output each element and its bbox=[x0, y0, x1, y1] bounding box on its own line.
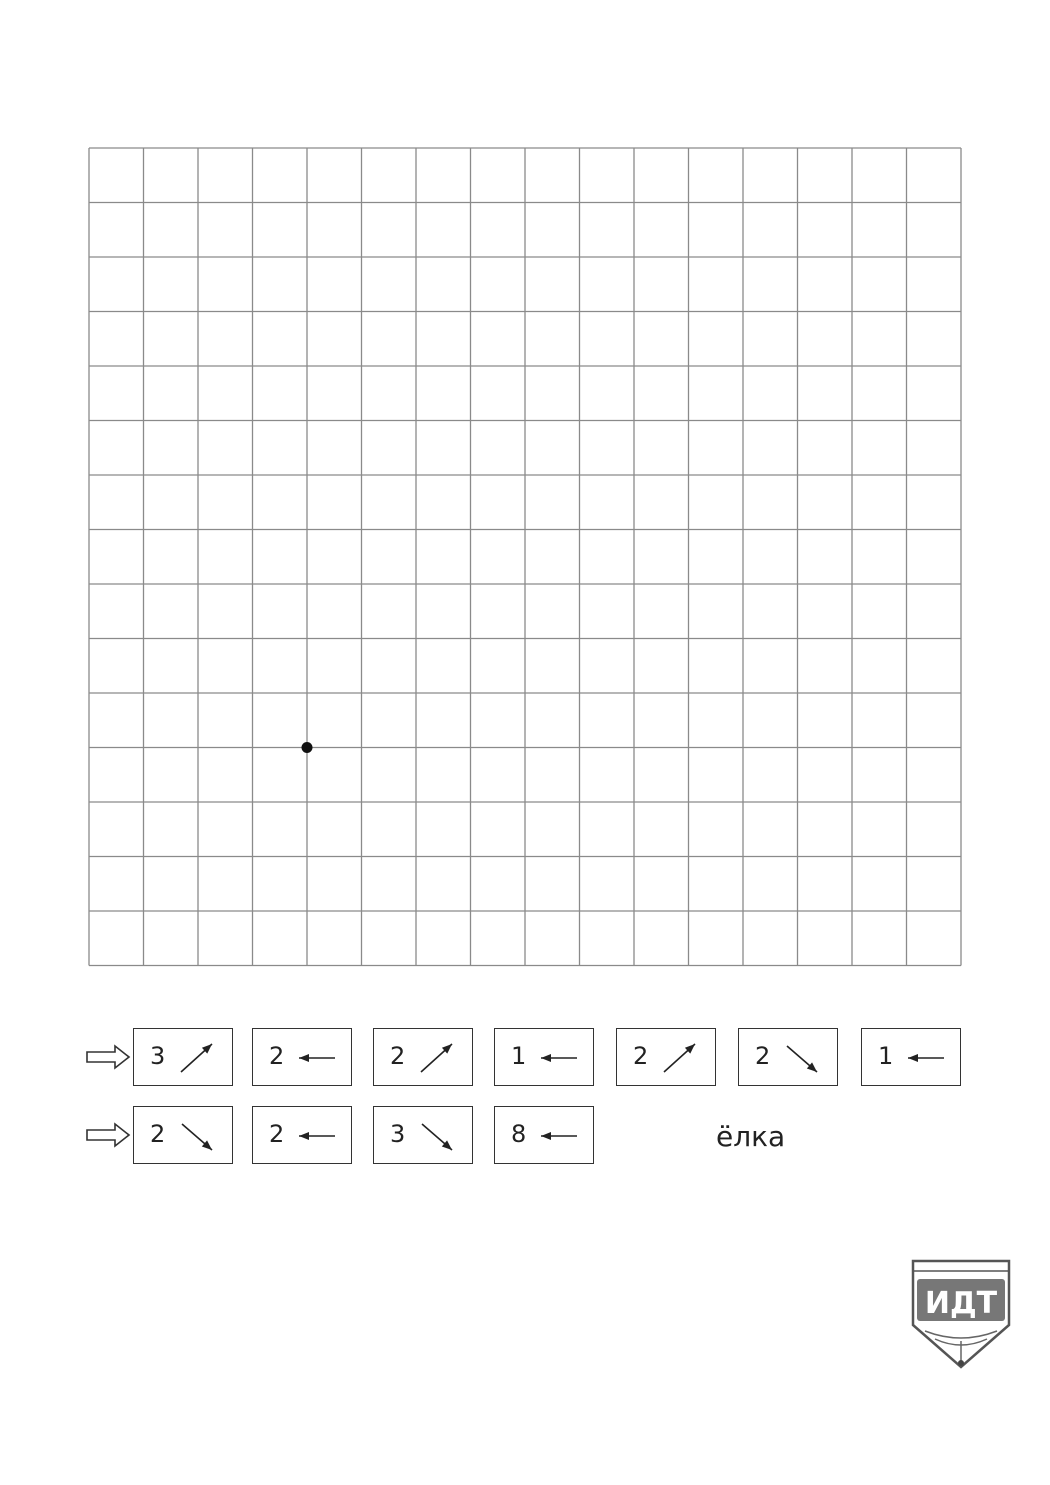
arrow-down-right-icon bbox=[416, 1116, 462, 1156]
command-card bbox=[373, 1028, 473, 1086]
command-card bbox=[494, 1028, 594, 1086]
arrow-down-right-icon bbox=[781, 1038, 827, 1078]
row-pointer-arrow-icon bbox=[85, 1044, 131, 1070]
answer-word: ёлка bbox=[716, 1120, 786, 1153]
idt-logo bbox=[905, 1255, 1017, 1373]
logo-text: ИДТ bbox=[924, 1286, 998, 1321]
command-count: 2 bbox=[269, 1120, 285, 1148]
command-count: 8 bbox=[511, 1120, 527, 1148]
arrow-left-icon bbox=[537, 1116, 583, 1156]
command-card bbox=[738, 1028, 838, 1086]
command-card bbox=[494, 1106, 594, 1164]
arrow-up-right-icon bbox=[416, 1038, 462, 1078]
command-count: 2 bbox=[150, 1120, 166, 1148]
arrow-left-icon bbox=[537, 1038, 583, 1078]
command-count: 2 bbox=[755, 1042, 771, 1070]
command-count: 2 bbox=[390, 1042, 406, 1070]
arrow-left-icon bbox=[295, 1116, 341, 1156]
command-count: 2 bbox=[269, 1042, 285, 1070]
command-count: 1 bbox=[511, 1042, 527, 1070]
command-card bbox=[133, 1106, 233, 1164]
arrow-up-right-icon bbox=[176, 1038, 222, 1078]
command-count: 3 bbox=[150, 1042, 166, 1070]
row-pointer-arrow-icon bbox=[85, 1122, 131, 1148]
command-card bbox=[252, 1028, 352, 1086]
start-point bbox=[302, 742, 313, 753]
command-card bbox=[616, 1028, 716, 1086]
arrow-left-icon bbox=[295, 1038, 341, 1078]
arrow-up-right-icon bbox=[659, 1038, 705, 1078]
command-card bbox=[252, 1106, 352, 1164]
command-card bbox=[373, 1106, 473, 1164]
command-count: 1 bbox=[878, 1042, 894, 1070]
command-count: 2 bbox=[633, 1042, 649, 1070]
command-count: 3 bbox=[390, 1120, 406, 1148]
command-card bbox=[133, 1028, 233, 1086]
arrow-down-right-icon bbox=[176, 1116, 222, 1156]
command-card bbox=[861, 1028, 961, 1086]
arrow-left-icon bbox=[904, 1038, 950, 1078]
